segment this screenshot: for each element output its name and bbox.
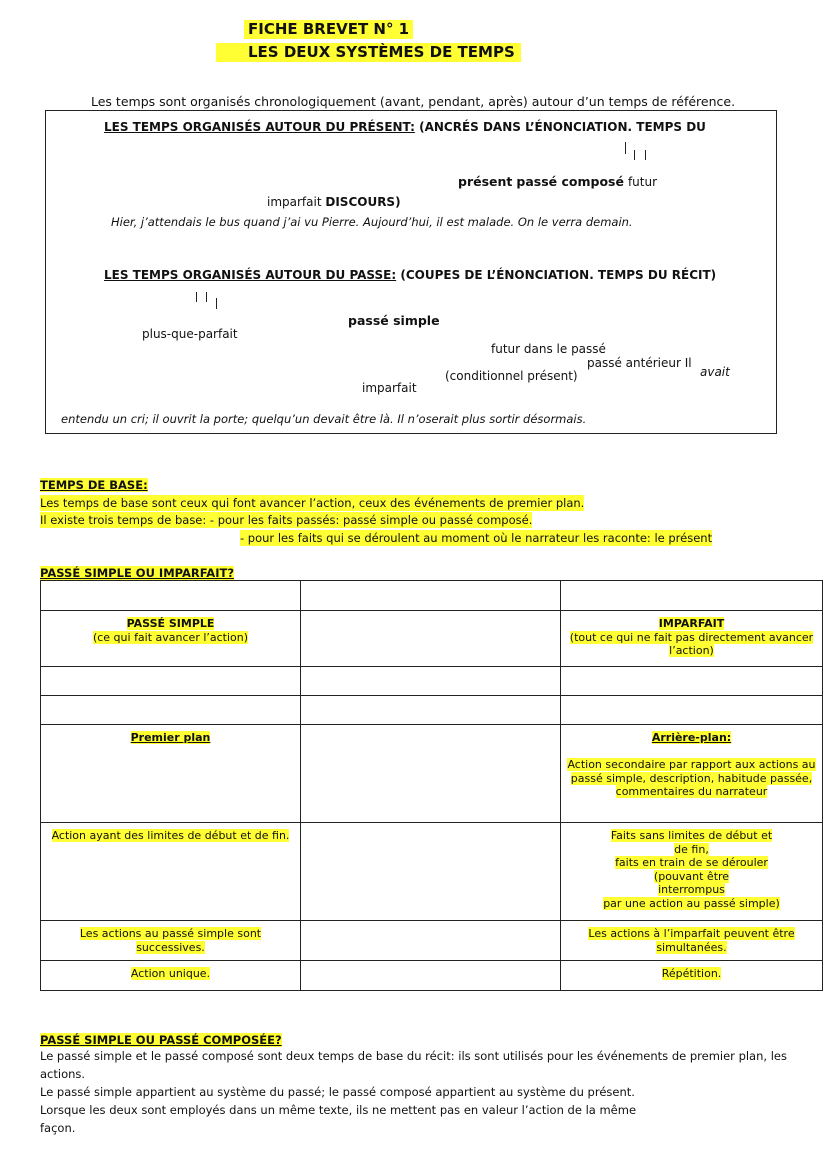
- timeline-tick: [216, 298, 217, 309]
- limites-right-line: (pouvant être: [653, 869, 730, 883]
- conditionnel-label: (conditionnel présent): [445, 369, 578, 383]
- futur-passe-label: futur dans le passé: [491, 342, 606, 356]
- ps-pc-title: PASSÉ SIMPLE OU PASSÉ COMPOSÉE?: [40, 1033, 282, 1047]
- passe-anterieur-label: passé antérieur Il: [587, 356, 692, 370]
- ps-pc-line3: Le passé simple appartient au système du passé; le passé composé appartient au système du présent.: [40, 1085, 635, 1099]
- simultanees-text: Les actions à l’imparfait peuvent être simultanées.: [588, 927, 795, 954]
- table-row: [41, 725, 823, 823]
- limites-right-line: Faits sans limites de début et: [610, 829, 773, 842]
- table-row: [41, 581, 823, 611]
- past-system-heading: LES TEMPS ORGANISÉS AUTOUR DU PASSE: (COUPES DE L’ÉNONCIATION. TEMPS DU RÉCIT): [104, 268, 717, 282]
- ps-imparfait-title: PASSÉ SIMPLE OU IMPARFAIT?: [40, 566, 235, 580]
- table-row: [41, 961, 823, 991]
- timeline-tick: [206, 292, 207, 302]
- avait-label: avait: [700, 365, 730, 379]
- table-row: [41, 667, 823, 696]
- temps-de-base-title: TEMPS DE BASE:: [40, 478, 148, 492]
- present-imparfait-label: imparfait DISCOURS): [267, 195, 401, 209]
- temps-de-base-line1: Les temps de base sont ceux qui font avancer l’action, ceux des événements de premier plan.: [40, 496, 585, 510]
- imparfait-sub: (tout ce qui ne fait pas directement avancer l’action): [569, 630, 814, 657]
- passe-simple-sub: (ce qui fait avancer l’action): [92, 630, 249, 644]
- ps-pc-line4: Lorsque les deux sont employés dans un même texte, ils ne mettent pas en valeur l’action de la même: [40, 1103, 637, 1117]
- limites-right-line: interrompus: [658, 883, 725, 896]
- table-row: [41, 823, 823, 921]
- arriere-plan-desc: Action secondaire par rapport aux actions au passé simple, description, habitude passée, commentaires du narrateur: [567, 758, 816, 798]
- timeline-tick: [625, 142, 626, 154]
- ps-pc-line2: actions.: [40, 1067, 86, 1081]
- successives-text: Les actions au passé simple sont successives.: [79, 927, 262, 954]
- timeline-tick: [634, 150, 635, 160]
- repetition-text: Répétition.: [661, 967, 722, 980]
- present-system-heading: LES TEMPS ORGANISÉS AUTOUR DU PRÉSENT: (ANCRÉS DANS L’ÉNONCIATION. TEMPS DU: [104, 120, 706, 134]
- premier-plan-label: Premier plan: [130, 731, 211, 744]
- present-example: Hier, j’attendais le bus quand j’ai vu Pierre. Aujourd’hui, il est malade. On le verra demain.: [111, 215, 633, 229]
- limites-right-line: faits en train de se dérouler: [615, 856, 768, 869]
- comparison-table: [40, 580, 823, 991]
- table-row: [41, 696, 823, 725]
- passe-simple-head: PASSÉ SIMPLE: [126, 617, 215, 630]
- limites-right-line: de fin,: [674, 842, 709, 856]
- past-example: entendu un cri; il ouvrit la porte; quelqu’un devait être là. Il n’oserait plus sortir désormais.: [61, 412, 587, 426]
- table-row: [41, 921, 823, 961]
- imparfait-head: IMPARFAIT: [658, 617, 725, 630]
- intro-text: Les temps sont organisés chronologiquement (avant, pendant, après) autour d’un temps de référence.: [91, 94, 736, 109]
- arriere-plan-label: Arrière-plan:: [651, 731, 732, 744]
- page-title-line2: LES DEUX SYSTÈMES DE TEMPS: [216, 43, 521, 62]
- limites-right-line: par une action au passé simple): [603, 896, 780, 910]
- passe-simple-label: passé simple: [348, 313, 440, 328]
- past-imparfait-label: imparfait: [362, 381, 417, 395]
- page-title-line1: FICHE BREVET N° 1: [244, 20, 413, 39]
- temps-de-base-line3: - pour les faits qui se déroulent au moment où le narrateur les raconte: le présent: [240, 531, 713, 545]
- timeline-tick: [645, 150, 646, 160]
- limites-left: Action ayant des limites de début et de fin.: [51, 829, 290, 842]
- unique-text: Action unique.: [130, 967, 211, 980]
- temps-de-base-line2: Il existe trois temps de base: - pour les faits passés: passé simple ou passé composé.: [40, 513, 533, 527]
- ps-pc-line1: Le passé simple et le passé composé sont deux temps de base du récit: ils sont utilisés pour les événements de premier plan, les: [40, 1049, 787, 1063]
- table-row: [41, 611, 823, 667]
- ps-pc-line5: façon.: [40, 1121, 76, 1135]
- plus-que-parfait-label: plus-que-parfait: [142, 327, 238, 341]
- timeline-tick: [196, 292, 197, 302]
- present-tenses-row: présent passé composé futur: [458, 174, 658, 189]
